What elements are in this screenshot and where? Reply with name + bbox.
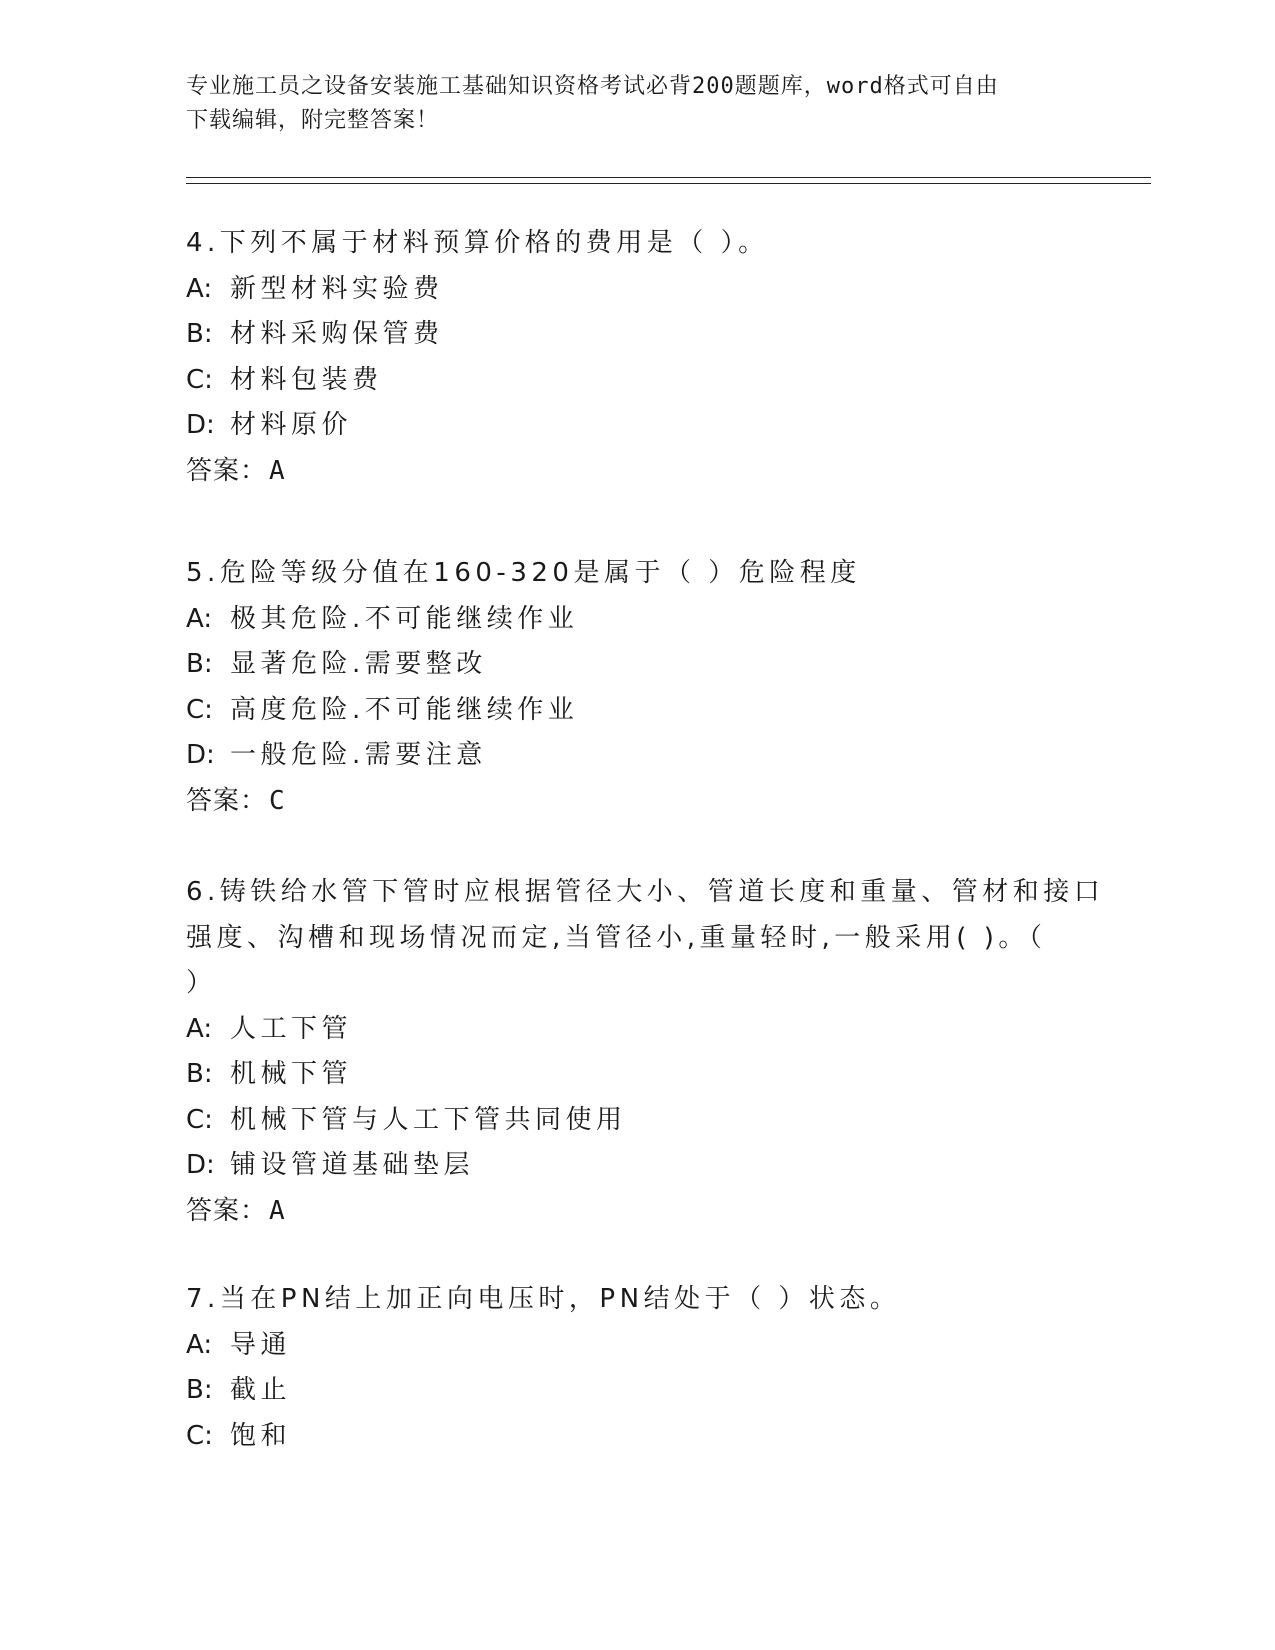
option-key: C: bbox=[186, 364, 213, 395]
question-6 bbox=[186, 870, 1105, 1234]
option-text: 饱和 bbox=[230, 1420, 292, 1451]
header-line-1: 专业施工员之设备安装施工基础知识资格考试必背200题题库，word格式可自由 bbox=[186, 74, 999, 99]
answer-value: C bbox=[269, 785, 286, 816]
answer-label: 答案： bbox=[186, 1195, 268, 1226]
option-text: 材料包装费 bbox=[230, 364, 383, 395]
option-d bbox=[186, 1143, 1066, 1189]
question-stem: 4.下列不属于材料预算价格的费用是（ ）。 bbox=[186, 228, 769, 258]
question-7 bbox=[186, 1277, 1066, 1459]
option-key: C: bbox=[186, 694, 213, 725]
option-key: B: bbox=[186, 1059, 213, 1089]
option-b bbox=[186, 1052, 1066, 1098]
option-key: B: bbox=[186, 649, 213, 679]
option-a bbox=[186, 267, 1066, 313]
option-text: 新型材料实验费 bbox=[230, 273, 444, 304]
document-header bbox=[186, 70, 1066, 138]
question-stem: 5.危险等级分值在160-320是属于（ ）危险程度 bbox=[186, 558, 861, 588]
option-text: 机械下管与人工下管共同使用 bbox=[230, 1104, 627, 1135]
option-key: B: bbox=[186, 319, 213, 349]
option-d bbox=[186, 403, 1066, 449]
option-text: 铺设管道基础垫层 bbox=[230, 1150, 475, 1180]
option-c bbox=[186, 1414, 1066, 1460]
option-a bbox=[186, 1007, 1066, 1053]
header-line-2: 下载编辑，附完整答案！ bbox=[186, 108, 440, 133]
option-b bbox=[186, 312, 1066, 358]
option-c bbox=[186, 358, 1066, 404]
answer-line bbox=[186, 779, 1066, 825]
option-key: D: bbox=[186, 1150, 215, 1180]
header-divider-top bbox=[186, 177, 1151, 178]
option-key: D: bbox=[186, 740, 215, 770]
option-d bbox=[186, 733, 1066, 779]
option-text: 导通 bbox=[230, 1329, 292, 1360]
answer-value: A bbox=[269, 455, 286, 486]
option-text: 极其危险.不可能继续作业 bbox=[230, 603, 579, 634]
option-text: 显著危险.需要整改 bbox=[230, 649, 487, 679]
option-a bbox=[186, 1323, 1066, 1369]
question-stem-line-2: 强度、沟槽和现场情况而定,当管径小,重量轻时,一般采用( )。（ bbox=[186, 922, 1047, 953]
option-key: B: bbox=[186, 1375, 213, 1405]
question-5 bbox=[186, 551, 1066, 824]
answer-label: 答案： bbox=[186, 785, 268, 816]
answer-line bbox=[186, 449, 1066, 495]
header-divider-bottom bbox=[186, 183, 1151, 184]
option-c bbox=[186, 688, 1066, 734]
option-text: 截止 bbox=[230, 1375, 292, 1405]
option-key: A: bbox=[186, 1329, 213, 1360]
option-c bbox=[186, 1098, 1066, 1144]
question-stem-line-1: 6.铸铁给水管下管时应根据管径大小、管道长度和重量、管材和接口 bbox=[186, 877, 1105, 907]
question-stem: 7.当在PN结上加正向电压时，PN结处于（ ）状态。 bbox=[186, 1284, 901, 1314]
option-a bbox=[186, 597, 1066, 643]
option-text: 材料原价 bbox=[230, 410, 353, 440]
option-b bbox=[186, 1368, 1066, 1414]
option-text: 高度危险.不可能继续作业 bbox=[230, 694, 579, 725]
option-key: D: bbox=[186, 410, 215, 440]
option-key: C: bbox=[186, 1420, 213, 1451]
option-key: C: bbox=[186, 1104, 213, 1135]
option-key: A: bbox=[186, 603, 213, 634]
option-key: A: bbox=[186, 1013, 213, 1044]
option-text: 一般危险.需要注意 bbox=[230, 740, 487, 770]
option-text: 机械下管 bbox=[230, 1059, 353, 1089]
option-text: 人工下管 bbox=[230, 1013, 353, 1044]
option-key: A: bbox=[186, 273, 213, 304]
answer-line bbox=[186, 1189, 1066, 1235]
option-b bbox=[186, 642, 1066, 688]
question-4 bbox=[186, 221, 1066, 494]
question-stem-line-3: ） bbox=[186, 968, 217, 998]
answer-label: 答案： bbox=[186, 455, 268, 486]
answer-value: A bbox=[269, 1195, 286, 1226]
option-text: 材料采购保管费 bbox=[230, 319, 444, 349]
